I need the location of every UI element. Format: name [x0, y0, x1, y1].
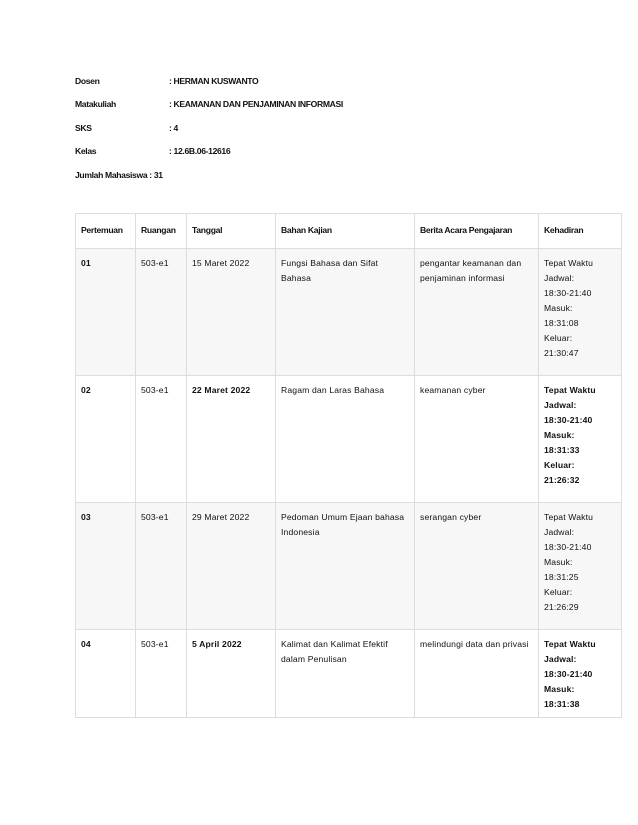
jumlah-mahasiswa-text: Jumlah Mahasiswa : 31: [75, 169, 163, 180]
cell-kehadiran: [539, 630, 622, 718]
kelas-label: Kelas: [75, 146, 97, 157]
cell-berita-acara: melindungi data dan privasi: [415, 630, 539, 718]
cell-pertemuan: 02: [76, 376, 136, 503]
table-row: [76, 249, 622, 376]
jadwal-label: Jadwal:: [544, 527, 575, 537]
cell-pertemuan: 04: [76, 630, 136, 718]
kehadiran-status: Tepat Waktu: [544, 512, 594, 522]
masuk-label: Masuk:: [544, 430, 575, 440]
keluar-label: Keluar:: [544, 333, 573, 343]
cell-pertemuan: 01: [76, 249, 136, 376]
header-tanggal: Tanggal: [187, 214, 276, 249]
header-ruangan: Ruangan: [136, 214, 187, 249]
kehadiran-status: Tepat Waktu: [544, 385, 596, 395]
cell-ruangan: 503-e1: [136, 249, 187, 376]
cell-kehadiran: [539, 503, 622, 630]
sks-value: : 4: [169, 122, 178, 133]
dosen-label: Dosen: [75, 76, 100, 86]
cell-tanggal: 22 Maret 2022: [187, 376, 276, 503]
kehadiran-status: Tepat Waktu: [544, 258, 594, 268]
cell-pertemuan: 03: [76, 503, 136, 630]
masuk-label: Masuk:: [544, 303, 573, 313]
keluar-label: Keluar:: [544, 460, 575, 470]
kehadiran-status: Tepat Waktu: [544, 639, 596, 649]
cell-berita-acara: pengantar keamanan dan penjaminan informasi: [415, 249, 539, 376]
jadwal-value: 18:30-21:40: [544, 542, 592, 552]
cell-bahan-kajian: Kalimat dan Kalimat Efektif dalam Penulisan: [276, 630, 415, 718]
keluar-value: 21:30:47: [544, 348, 579, 358]
jadwal-value: 18:30-21:40: [544, 669, 593, 679]
masuk-value: 18:31:38: [544, 699, 580, 709]
jadwal-label: Jadwal:: [544, 273, 575, 283]
header-pertemuan: Pertemuan: [76, 214, 136, 249]
cell-tanggal: 5 April 2022: [187, 630, 276, 718]
table-row: [76, 376, 622, 503]
cell-tanggal: 29 Maret 2022: [187, 503, 276, 630]
cell-ruangan: 503-e1: [136, 630, 187, 718]
kelas-value: : 12.6B.06-12616: [169, 146, 231, 157]
table-row: [76, 503, 622, 630]
cell-bahan-kajian: Pedoman Umum Ejaan bahasa Indonesia: [276, 503, 415, 630]
header-berita-acara: Berita Acara Pengajaran: [415, 214, 539, 249]
jadwal-label: Jadwal:: [544, 654, 577, 664]
cell-ruangan: 503-e1: [136, 503, 187, 630]
matakuliah-value: : KEAMANAN DAN PENJAMINAN INFORMASI: [169, 99, 343, 110]
jadwal-value: 18:30-21:40: [544, 415, 593, 425]
header-kehadiran: Kehadiran: [539, 214, 622, 249]
masuk-label: Masuk:: [544, 557, 573, 567]
table-header-row: [76, 214, 622, 249]
masuk-value: 18:31:25: [544, 572, 579, 582]
cell-kehadiran: [539, 376, 622, 503]
cell-bahan-kajian: Ragam dan Laras Bahasa: [276, 376, 415, 503]
masuk-value: 18:31:33: [544, 445, 580, 455]
matakuliah-label: Matakuliah: [75, 99, 116, 110]
header-bahan-kajian: Bahan Kajian: [276, 214, 415, 249]
keluar-value: 21:26:29: [544, 602, 579, 612]
cell-berita-acara: serangan cyber: [415, 503, 539, 630]
attendance-table: [75, 213, 622, 718]
keluar-label: Keluar:: [544, 587, 573, 597]
cell-kehadiran: [539, 249, 622, 376]
jadwal-label: Jadwal:: [544, 400, 577, 410]
cell-tanggal: 15 Maret 2022: [187, 249, 276, 376]
table-row: [76, 630, 622, 718]
masuk-value: 18:31:08: [544, 318, 579, 328]
masuk-label: Masuk:: [544, 684, 575, 694]
cell-berita-acara: keamanan cyber: [415, 376, 539, 503]
cell-ruangan: 503-e1: [136, 376, 187, 503]
cell-bahan-kajian: Fungsi Bahasa dan Sifat Bahasa: [276, 249, 415, 376]
jadwal-value: 18:30-21:40: [544, 288, 592, 298]
keluar-value: 21:26:32: [544, 475, 580, 485]
dosen-value: : HERMAN KUSWANTO: [169, 76, 259, 86]
sks-label: SKS: [75, 122, 92, 133]
